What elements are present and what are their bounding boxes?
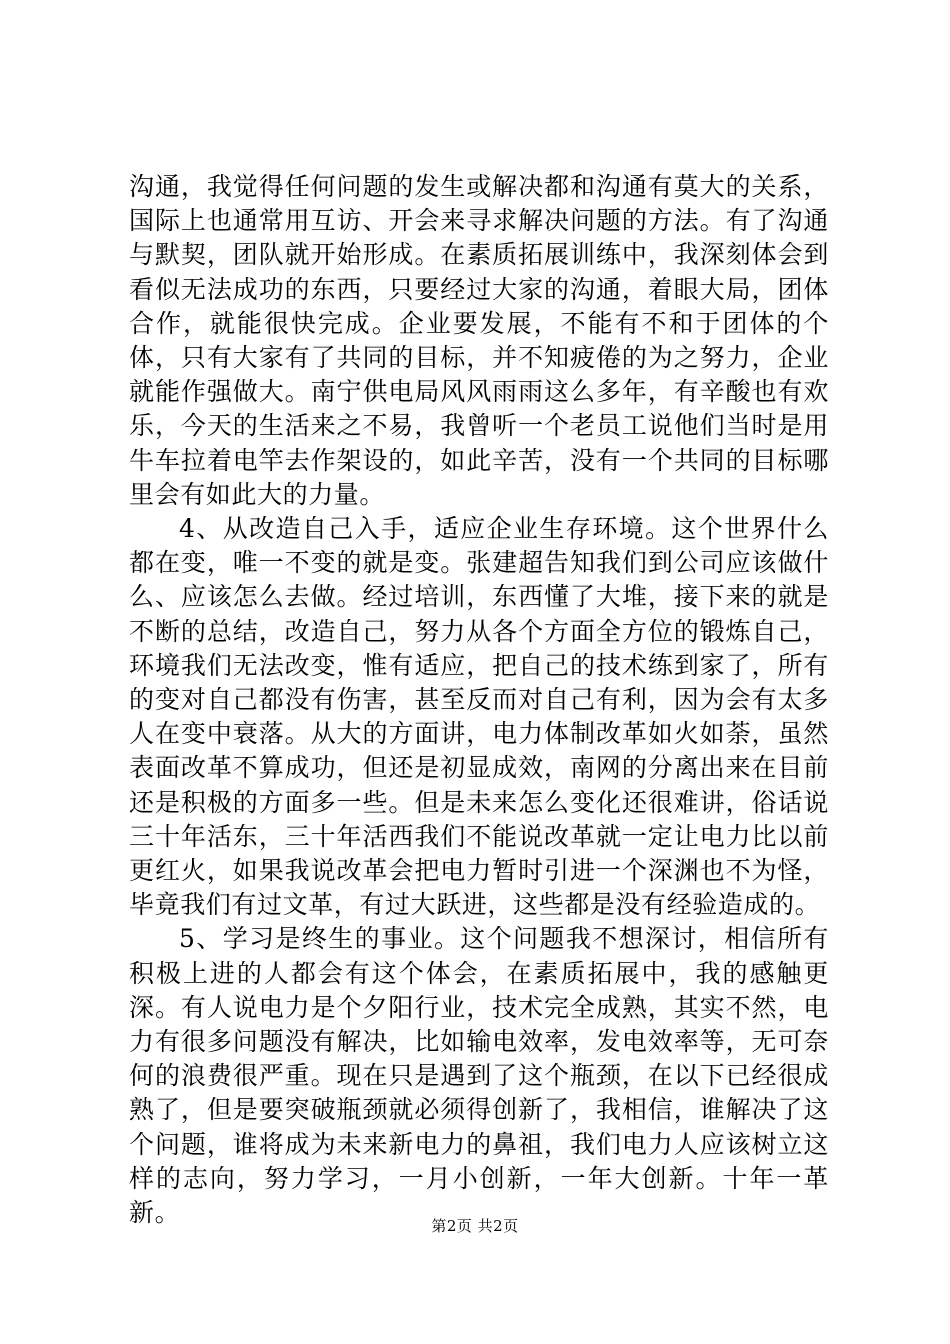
page-footer: 第2页 共2页: [431, 1217, 519, 1235]
body-text: [129, 170, 829, 1230]
paragraph-2: 4、从改造自己入手，适应企业生存环境。这个世界什么都在变，唯一不变的就是变。张建超告知我们到公司应该做什么、应该怎么去做。经过培训，东西懂了大堆，接下来的就是不断的总结，改造自己，努力从各个方面全方位的锻炼自己，环境我们无法改变，惟有适应，把自己的技术练到家了，所有的变对自己都没有伤害，甚至反而对自己有利，因为会有太多人在变中衰落。从大的方面讲，电力体制改革如火如荼，虽然表面改革不算成功，但还是初显成效，南网的分离出来在目前还是积极的方面多一些。但是未来怎么变化还很难讲，俗话说三十年活东，三十年活西我们不能说改革就一定让电力比以前更红火，如果我说改革会把电力暂时引进一个深渊也不为怪，毕竟我们有过文革，有过大跃进，这些都是没有经验造成的。: [129, 514, 829, 920]
paragraph-3: 5、学习是终生的事业。这个问题我不想深讨，相信所有积极上进的人都会有这个体会，在素质拓展中，我的感触更深。有人说电力是个夕阳行业，技术完全成熟，其实不然，电力有很多问题没有解决，比如输电效率，发电效率等，无可奈何的浪费很严重。现在只是遇到了这个瓶颈，在以下已经很成熟了，但是要突破瓶颈就必须得创新了，我相信，谁解决了这个问题，谁将成为未来新电力的鼻祖，我们电力人应该树立这样的志向，努力学习，一月小创新，一年大创新。十年一革新。: [129, 924, 829, 1228]
paragraph-1: 沟通，我觉得任何问题的发生或解决都和沟通有莫大的关系，国际上也通常用互访、开会来寻求解决问题的方法。有了沟通与默契，团队就开始形成。在素质拓展训练中，我深刻体会到看似无法成功的东西，只要经过大家的沟通，着眼大局，团体合作，就能很快完成。企业要发展，不能有不和于团体的个体，只有大家有了共同的目标，并不知疲倦的为之努力，企业就能作强做大。南宁供电局风风雨雨这么多年，有辛酸也有欢乐，今天的生活来之不易，我曾听一个老员工说他们当时是用牛车拉着电竿去作架设的，如此辛苦，没有一个共同的目标哪里会有如此大的力量。: [129, 172, 829, 509]
